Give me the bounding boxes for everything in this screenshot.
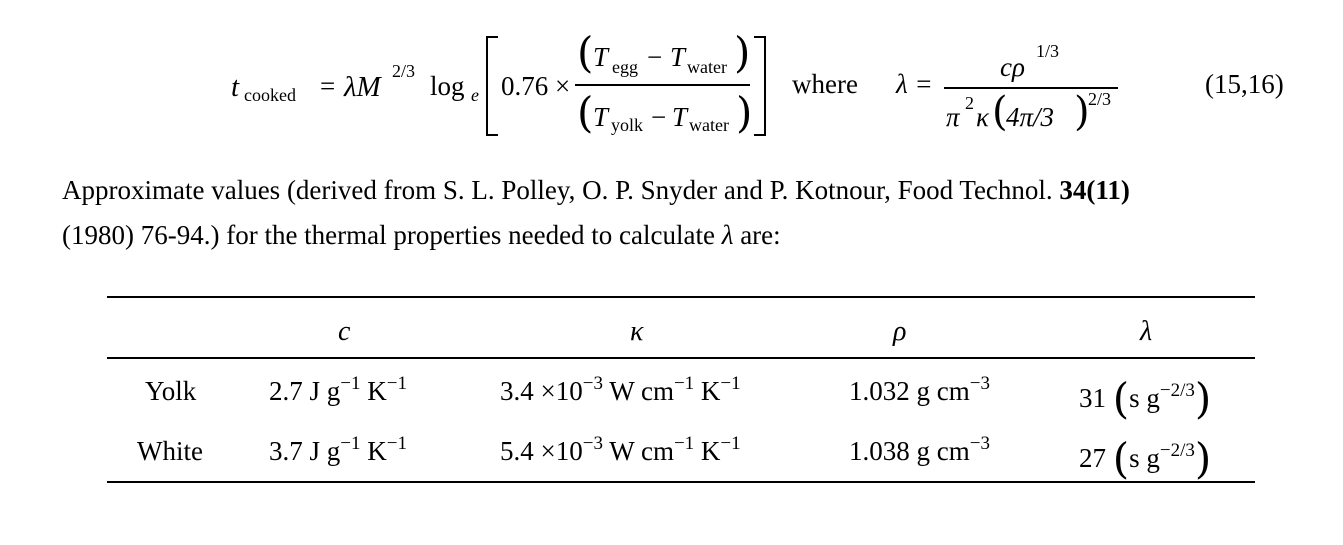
cooked-subscript: cooked (244, 85, 296, 105)
log-base-e: e (471, 85, 479, 105)
den-T-water: T (672, 102, 688, 132)
header-kappa: κ (630, 316, 644, 347)
where-label: where (792, 69, 858, 99)
kappa-symbol: κ (976, 102, 989, 132)
t-symbol: t (231, 71, 240, 103)
num-left-paren: ( (577, 28, 594, 77)
num-right-paren: ) (734, 28, 751, 77)
paragraph-journal-volume: 34(11) (1059, 175, 1130, 205)
specific-heat-cell: 2.7 J $g^{-1}$ $K^{-1}$ (269, 373, 407, 406)
equals-sign: = (320, 71, 336, 101)
lambda-m: λM (344, 71, 381, 103)
four-pi-over-three: 4π/3 (1006, 102, 1055, 132)
lambda-cell: 31 (s $g^{-2/3}$) (1079, 374, 1212, 423)
table-top-rule (107, 296, 1255, 298)
conductivity-cell: $5.4 \times 10^{-3}$ W $cm^{-1}$ $K^{-1}$ (500, 433, 741, 466)
header-rho: ρ (893, 316, 907, 347)
table-header-rule (107, 357, 1255, 359)
density-cell: 1.038 g $cm^{-3}$ (849, 433, 990, 466)
den-left-paren: ( (577, 88, 594, 137)
one-third-exponent: 1/3 (1036, 41, 1060, 61)
specific-heat-cell: 3.7 J $g^{-1}$ $K^{-1}$ (269, 433, 407, 466)
cooking-time-equation (0, 0, 1343, 150)
c-rho: cρ (1000, 52, 1025, 82)
coefficient: 0.76 × (501, 71, 571, 101)
density-cell: 1.032 g $cm^{-3}$ (849, 373, 990, 406)
row-label: Yolk (145, 376, 197, 406)
table-bottom-rule (107, 481, 1255, 483)
num-minus: − (647, 42, 663, 72)
den-right-paren: ) (736, 88, 753, 137)
paragraph-text-c: are: (733, 220, 781, 250)
left-square-bracket (486, 36, 498, 136)
num-T-water: T (670, 42, 686, 72)
lambda-den-left-paren: ( (992, 89, 1008, 135)
row-label: White (137, 436, 203, 466)
yolk-subscript: yolk (611, 115, 644, 135)
den-minus: − (651, 102, 667, 132)
description-paragraph (62, 168, 1322, 258)
water-subscript: water (687, 57, 727, 77)
paragraph-lambda: λ (721, 220, 734, 250)
paragraph-text-a: Approximate values (derived from S. L. Polley, O. P. Snyder and P. Kotnour, Food Technol. (62, 175, 1060, 205)
egg-subscript: egg (612, 57, 638, 77)
lambda-cell: 27 (s $g^{-2/3}$) (1079, 434, 1212, 483)
header-c: c (338, 316, 351, 347)
conductivity-cell: $3.4 \times 10^{-3}$ W $cm^{-1}$ $K^{-1}$ (500, 373, 741, 406)
header-lambda: λ (1140, 316, 1153, 347)
lambda-equals: λ = (896, 69, 933, 99)
equation-number: (15,16) (1205, 69, 1284, 99)
log-symbol: log (430, 71, 465, 101)
num-T-egg: T (593, 42, 609, 72)
fraction-bar (575, 84, 750, 86)
two-thirds-exponent: 2/3 (1088, 89, 1112, 109)
pi-symbol: π (946, 102, 960, 132)
lambda-den-right-paren: ) (1074, 89, 1090, 135)
den-T-yolk: T (593, 102, 609, 132)
paragraph-text-b: (1980) 76-94.) for the thermal properties needed to calculate (62, 220, 722, 250)
right-square-bracket (754, 36, 766, 136)
pi-squared-exponent: 2 (965, 93, 974, 113)
water-subscript-2: water (689, 115, 729, 135)
exponent-two-thirds: 2/3 (392, 61, 416, 81)
